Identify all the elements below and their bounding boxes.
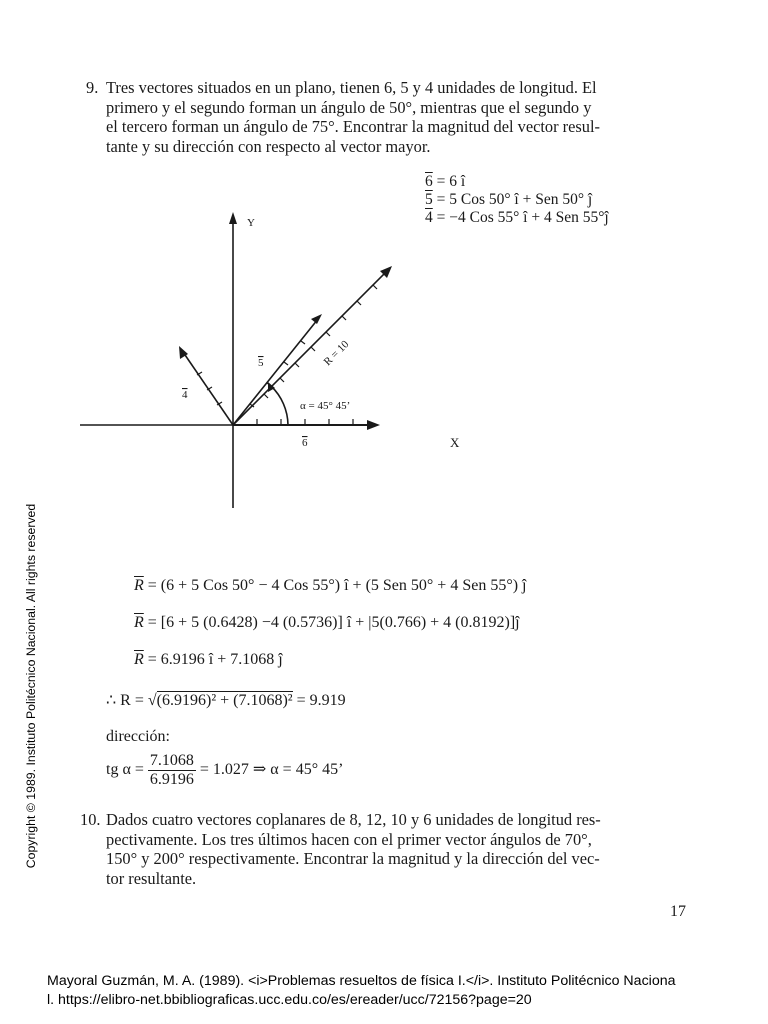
- resultant-expression: = 6.9196 î + 7.1068 ĵ: [147, 651, 283, 668]
- vector-symbol-4: 4: [425, 209, 433, 226]
- y-axis-label: Y: [247, 217, 255, 229]
- vector-equation-rhs: = 5 Cos 50° î + Sen 50° ĵ: [436, 191, 593, 208]
- tangent-lhs: tg α =: [106, 761, 144, 779]
- magnitude-result: = 9.919: [296, 692, 346, 709]
- tangent-equation: [106, 752, 343, 789]
- vector-r-tick: [264, 394, 268, 398]
- therefore-label: ∴ R =: [106, 692, 144, 709]
- resultant-equation-3: [134, 651, 283, 669]
- resultant-symbol: $\overline{R}$: [134, 614, 144, 631]
- vector-5-tick: [284, 362, 288, 365]
- page-number: 17: [670, 903, 686, 920]
- resultant-label: R = 10: [321, 338, 352, 369]
- side-copyright-text: Copyright © 1989. Instituto Politécnico Nacional. All rights reserved: [24, 503, 38, 869]
- y-axis-arrow: [229, 212, 237, 224]
- problem-9-line: Tres vectores situados en un plano, tienen 6, 5 y 4 unidades de longitud. El: [106, 78, 597, 97]
- footer-line-1: Mayoral Guzmán, M. A. (1989). <i>Problemas resueltos de física I.</i>. Instituto Politécnico Naciona: [47, 973, 676, 989]
- resultant-symbol: $\overline{R}$: [134, 651, 144, 668]
- x-axis-label: X: [450, 435, 460, 450]
- magnitude-equation: [106, 690, 346, 710]
- sqrt-sign: √: [147, 692, 157, 709]
- vector-r-tick: [280, 378, 284, 382]
- vector-symbol-5: 5: [425, 191, 433, 208]
- footer-citation: [47, 972, 676, 1010]
- vector-r-tick: [342, 316, 346, 320]
- problem-9-line: el tercero forman un ángulo de 75°. Encontrar la magnitud del vector resul-: [106, 117, 600, 136]
- tangent-fraction: [148, 752, 196, 789]
- problem-9-line: primero y el segundo forman un ángulo de 50°, mientras que el segundo y: [106, 97, 592, 117]
- vector-r-tick: [311, 347, 315, 351]
- vector-symbol-6: 6: [425, 173, 433, 190]
- vector-equation-rhs: = 6 î: [436, 173, 466, 190]
- angle-label: α = 45° 45’: [300, 400, 351, 412]
- resultant-symbol: $\overline{R}$: [134, 577, 144, 594]
- problem-10-number: 10.: [80, 810, 101, 829]
- vector-5-arrow: [311, 314, 322, 324]
- vector-5-label: 5: [258, 357, 264, 369]
- problem-10: [80, 810, 601, 888]
- vector-r-tick: [373, 285, 377, 289]
- angle-arc: [271, 386, 288, 425]
- vector-r-tick: [326, 332, 330, 336]
- resultant-expression: = (6 + 5 Cos 50° − 4 Cos 55°) î + (5 Sen 50° + 4 Sen 55°) ĵ: [147, 577, 527, 594]
- problem-10-line: tor resultante.: [106, 868, 197, 888]
- problem-10-line: pectivamente. Los tres últimos hacen con el primer vector ángulos de 70°,: [106, 829, 592, 849]
- direction-label: dirección:: [106, 728, 170, 745]
- vector-5-tick: [301, 341, 305, 344]
- problem-10-line: Dados cuatro vectores coplanares de 8, 12, 10 y 6 unidades de longitud res-: [106, 810, 601, 829]
- footer-line-2: l. https://elibro-net.bbibliograficas.ucc.edu.co/es/ereader/ucc/72156?page=20: [47, 992, 532, 1008]
- problem-10-line: 150° y 200° respectivamente. Encontrar la magnitud y la dirección del vec-: [106, 849, 600, 868]
- resultant-equation-1: [134, 577, 527, 595]
- vector-6-arrow: [367, 420, 380, 430]
- tangent-numerator: 7.1068: [149, 752, 194, 769]
- problem-9-line: tante y su dirección con respecto al vector mayor.: [106, 136, 431, 156]
- vector-6-label: 6: [302, 437, 308, 449]
- resultant-expression: = [6 + 5 (0.6428) −4 (0.5736)] î + |5(0.766) + 4 (0.8192)]ĵ: [147, 614, 520, 631]
- tangent-result: = 1.027 ⇒ α = 45° 45’: [199, 761, 344, 779]
- vector-equation-rhs: = −4 Cos 55° î + 4 Sen 55°ĵ: [436, 209, 609, 226]
- resultant-equation-2: [134, 614, 520, 632]
- vector-4: [183, 352, 233, 425]
- vector-r-tick: [295, 363, 299, 367]
- sqrt-content: (6.9196)² + (7.1068)²: [156, 692, 293, 709]
- vector-4-label: 4: [182, 389, 188, 401]
- problem-9-number: 9.: [86, 78, 99, 97]
- vector-r-tick: [357, 301, 361, 305]
- tangent-denominator: 6.9196: [149, 771, 194, 788]
